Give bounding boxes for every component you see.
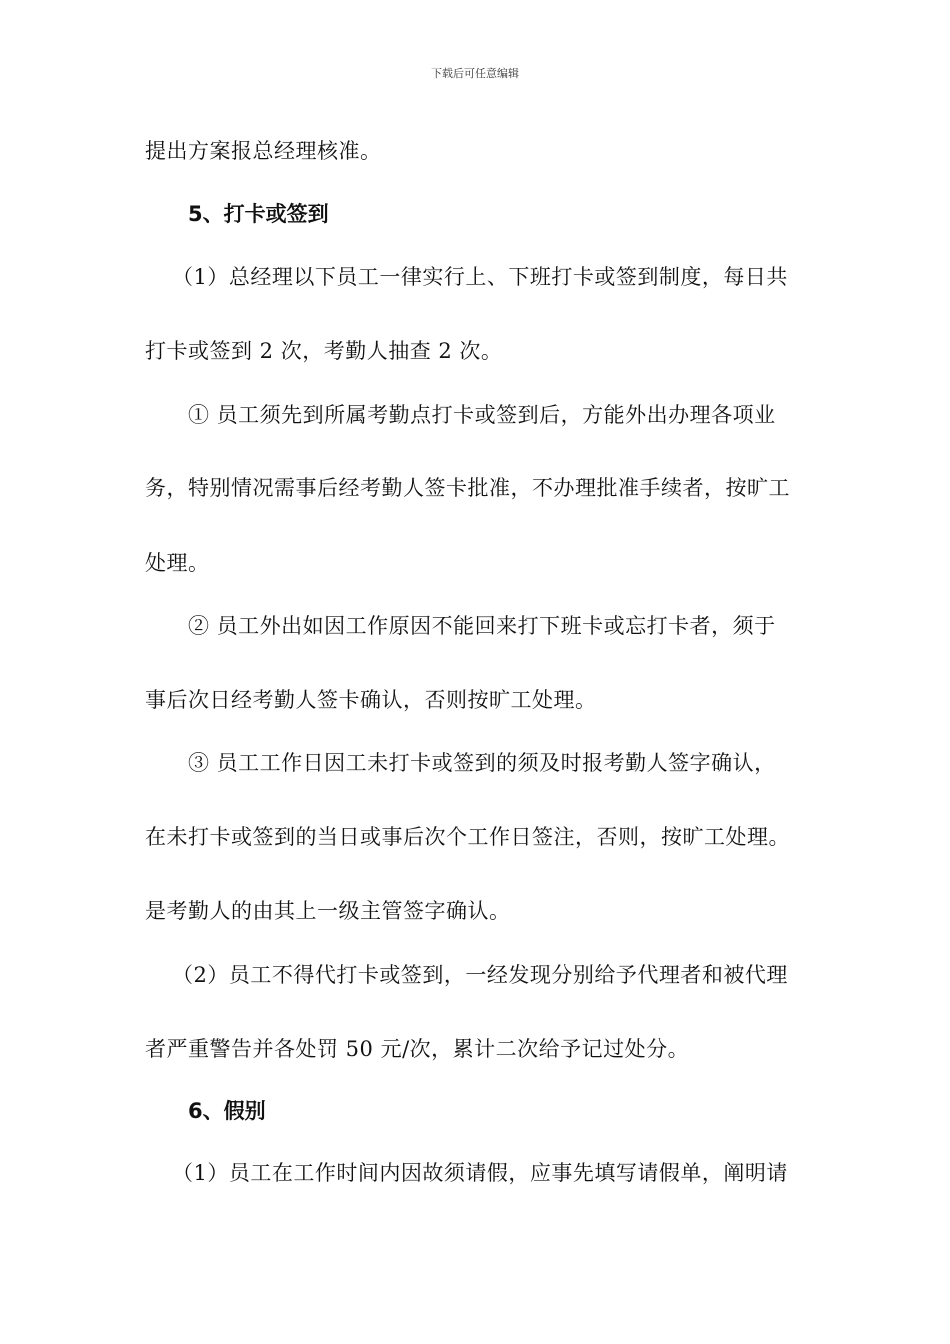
body-line: 者严重警告并各处罚 50 元/次，累计二次给予记过处分。 [145, 1037, 690, 1061]
body-line: 是考勤人的由其上一级主管签字确认。 [145, 899, 511, 923]
body-line: ② 员工外出如因工作原因不能回来打下班卡或忘打卡者，须于 [188, 614, 776, 638]
body-line: （1）总经理以下员工一律实行上、下班打卡或签到制度，每日共 [172, 265, 788, 289]
body-line: 打卡或签到 2 次，考勤人抽查 2 次。 [145, 339, 503, 363]
body-line: 务，特别情况需事后经考勤人签卡批准，不办理批准手续者，按旷工 [145, 476, 790, 500]
section-heading: 6、假别 [188, 1099, 266, 1123]
body-line: （2）员工不得代打卡或签到，一经发现分别给予代理者和被代理 [172, 963, 788, 987]
body-line: 处理。 [145, 551, 210, 575]
body-line: 在未打卡或签到的当日或事后次个工作日签注，否则，按旷工处理。 [145, 825, 790, 849]
page-header: 下载后可任意编辑 [431, 67, 519, 80]
body-line: （1）员工在工作时间内因故须请假，应事先填写请假单，阐明请 [172, 1161, 788, 1185]
section-heading: 5、打卡或签到 [188, 202, 329, 226]
body-line: ③ 员工工作日因工未打卡或签到的须及时报考勤人签字确认， [188, 751, 776, 775]
body-line: 事后次日经考勤人签卡确认，否则按旷工处理。 [145, 688, 597, 712]
body-line: ① 员工须先到所属考勤点打卡或签到后，方能外出办理各项业 [188, 403, 776, 427]
body-line: 提出方案报总经理核准。 [145, 139, 382, 163]
